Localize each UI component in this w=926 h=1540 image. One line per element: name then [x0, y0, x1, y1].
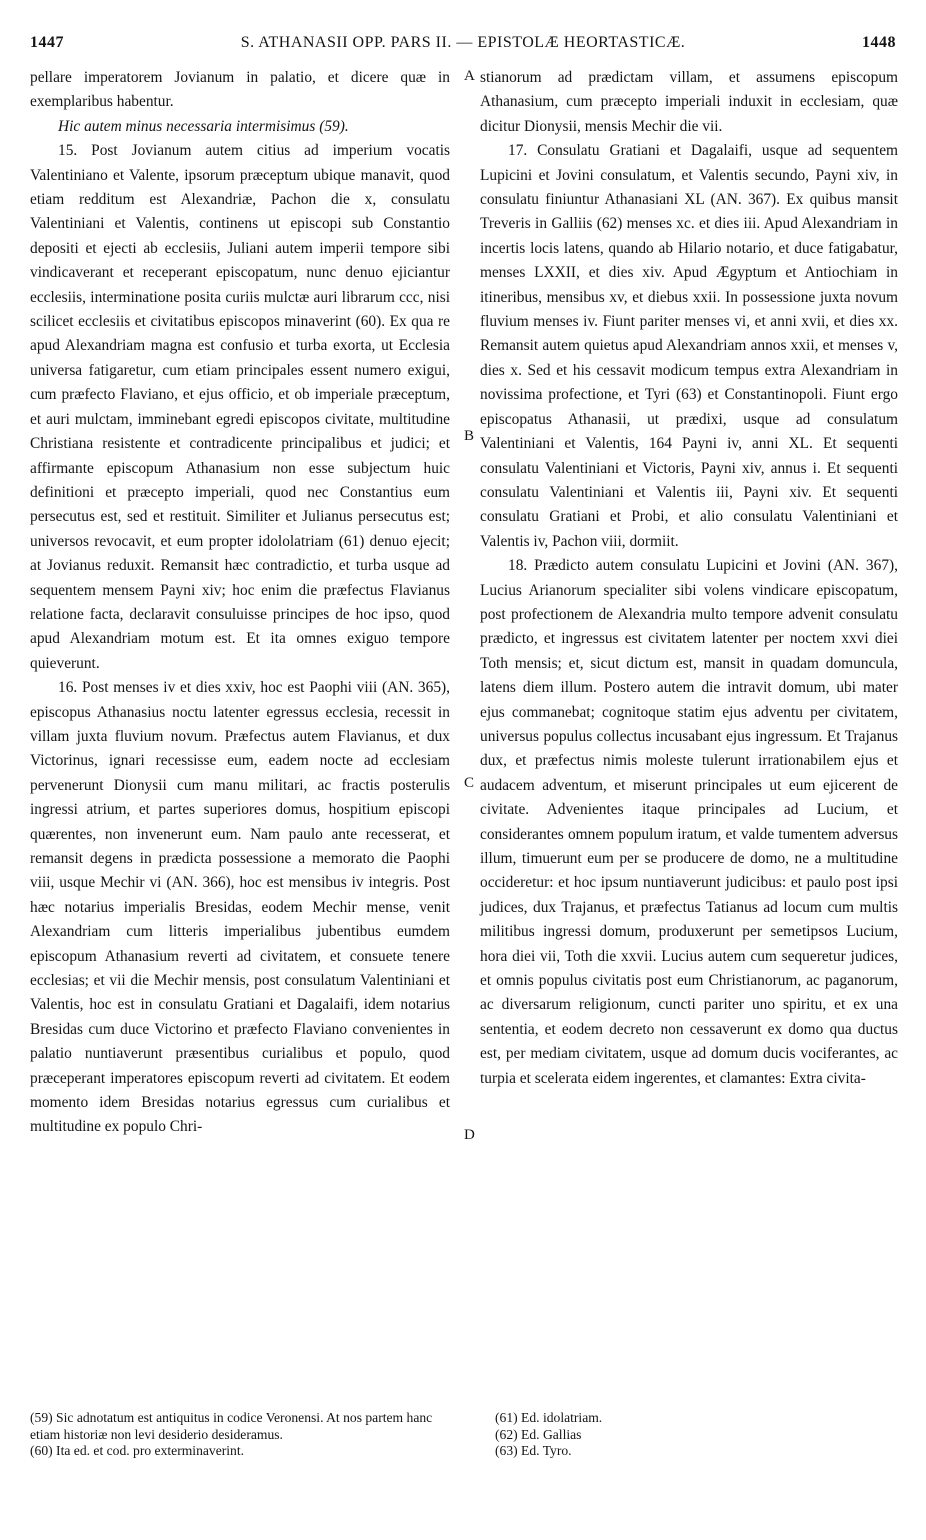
margin-letter-d: D — [464, 1127, 475, 1143]
paragraph: Hic autem minus necessaria intermisimus (59). — [58, 117, 349, 135]
page-number-left: 1447 — [30, 34, 64, 51]
right-column — [480, 66, 898, 1091]
page-header — [30, 34, 896, 58]
footnote: (63) Ed. Tyro. — [495, 1443, 572, 1458]
paragraph: 17. Consulatu Gratiani et Dagalaifi, usque ad sequentem Lupicini et Jovini consulatum, et Valentis secundo, Payni xiv, in consulatu finiuntur Athanasiani XL (AN. 367). Ex quibus mansit Treveris in Galliis (62) menses xc. et dies iii. Apud Alexandriam in incertis locis latens, quando ab Hilario notario, et duce fatigabatur, menses LXXII, et dies xiv. Apud Ægyptum et Antiochiam in itineribus, mensibus xv, et diebus xxii. In possessione juxta novum fluvium menses iv. Fiunt pariter menses vi, et anni xvii, et dies xx. Remansit autem quietus apud Alexandriam annos xxii, et menses v, dies x. Sed et his cessavit modicum tempus extra Alexandriam in novissima profectione, et Tyri (63) et Constantinopoli. Fiunt ergo episcopatus Athanasii, ut prædixi, usque ad consulatum Valentiniani et Valentis, 164 Payni iv, anni XL. Et sequenti consulatu Valentiniani et Victoris, Payni xiv, annus i. Et sequenti consulatu Valentiniani et Valentis iii, Payni xiv. Et sequenti consulatu Gratiani et Probi, et alio consulatu Valentiniani et Valentis iv, Pachon viii, dormiit. — [480, 142, 898, 550]
page-number-right: 1448 — [862, 34, 896, 51]
footnote: (60) Ita ed. et cod. pro exterminaverint. — [30, 1443, 245, 1458]
running-title: S. ATHANASII OPP. PARS II. — EPISTOLÆ HEORTASTICÆ. — [240, 34, 686, 51]
margin-letter-a: A — [464, 68, 475, 84]
margin-letter-c: C — [464, 775, 475, 791]
paragraph: stianorum ad prædictam villam, et assumens episcopum Athanasium, cum præcepto imperiali induxit in ecclesiam, quæ dicitur Dionysii, mensis Mechir die vii. — [480, 69, 898, 135]
left-column — [30, 66, 450, 1140]
paragraph: 15. Post Jovianum autem citius ad imperium vocatis Valentiniano et Valente, ipsorum præceptum ubique manavit, quod etiam redditum est Alexandriæ, Pachon die x, consulatu Valentiniani et Valentis, continens ut episcopi sub Constantio depositi et ejecti ab ecclesiis, Juliani autem imperii tempore sibi vindicaverant et receperant episcopatum, nunc denuo ejiciantur ecclesiis, interminatione posita curiis mulctæ auri librarum ccc, nisi scilicet ecclesiis et civitatibus episcopos minaverint (60). Ex qua re apud Alexandriam magna est confusio et turba exorta, ut Ecclesia universa fatigaretur, cum etiam principales essent numero exigui, cum præfecto Flaviano, et ejus officio, et ob imperiale præceptum, et auri mulctam, imminebant egredi episcopos civitate, multitudine Christiana resistente et contradicente principalibus et judici; et affirmante episcopum Athanasium non esse subjectum huic definitioni et præcepto imperiali, quod nec Constantius eum persecutus est, sed et restituit. Similiter et Julianus persecutus est; universos revocavit, et eum propter idololatriam (61) denuo ejecit; at Jovianus reduxit. Remansit hæc contradictio, et turba usque ad sequentem mensem Payni xiv; hoc enim die præfectus Flavianus relatione facta, declaravit consuluisse principes de hoc ipso, quod apud Alexandriam motum est. Et ita omnes exiguo tempore quieverunt. — [30, 142, 450, 672]
footnotes-right — [495, 1410, 895, 1460]
footnotes-left — [30, 1410, 460, 1460]
footnote: (59) Sic adnotatum est antiquitus in codice Veronensi. At nos partem hanc etiam historiæ non levi desiderio desideramus. — [30, 1410, 433, 1442]
paragraph: pellare imperatorem Jovianum in palatio, et dicere quæ in exemplaribus habentur. — [30, 69, 450, 111]
footnote: (61) Ed. idolatriam. — [495, 1410, 603, 1425]
footnote: (62) Ed. Gallias — [495, 1426, 582, 1442]
paragraph: 16. Post menses iv et dies xxiv, hoc est Paophi viii (AN. 365), episcopus Athanasius noctu latenter egressus ecclesia, recessit in villam juxta fluvium novum. Præfectus autem Flavianus, et dux Victorinus, ignari recessisse eum, eadem nocte ad ecclesiam pervenerunt Dionysii cum manu militari, ac fractis posterulis ingressi atrium, et partes superiores domus, hospitium episcopi quærentes, non invenerunt eum. Nam paulo ante recesserat, et remansit degens in prædicta possessione a memorato die Paophi viii, usque Mechir vi (AN. 366), hoc est mensibus iv integris. Post hæc notarius imperialis Bresidas, eodem Mechir mense, venit Alexandriam cum litteris imperialibus jubentibus eumdem episcopum Athanasium reverti ad civitatem, et consuete tenere ecclesias; et vii die Mechir mensis, post consulatum Valentiniani et Valentis, hoc est in consulatu Gratiani et Dagalaifi, idem notarius Bresidas cum duce Victorino et præfecto Flaviano convenientes in palatio nuntiaverunt præsentibus curialibus et populo, quod præceperant imperatores episcopum reverti ad civitatem. Et eodem momento idem Bresidas notarius egressus cum curialibus et multitudine ex populo Chri- — [30, 679, 450, 1136]
margin-letter-b: B — [464, 428, 475, 444]
paragraph: 18. Prædicto autem consulatu Lupicini et Jovini (AN. 367), Lucius Arianorum specialiter sibi volens vindicare episcopatum, post profectionem de Alexandria multo tempore advenit consulatu prædicto, et ingressus est civitatem latenter per noctem xxvi diei Toth mensis; et, sicut dictum est, mansit in quadam domuncula, latens diem illum. Postero autem die intravit domum, ubi mater ejus commanebat; cognitoque statim ejus adventu per civitatem, universus populus collectus incusabant ejus ingressum. Et Trajanus dux, et præfectus nimis moleste tulerunt irrationabilem ejus et audacem adventum, et miserunt principales ut eum ejicerent de civitate. Advenientes itaque principales ad Lucium, et considerantes omnem populum iratum, et valde tumentem adversus illum, timuerunt eum per se producere de domo, ne a multitudine occideretur: et hoc ipsum nuntiaverunt judicibus: et paulo post ipsi judices, dux Trajanus, et præfectus Tatianus ad locum cum multis militibus ingressi domum, produxerunt per semetipsos Lucium, hora diei vii, Toth die xxvii. Lucius autem cum sequeretur judices, et omnis populus civitatis post eum Christianorum, ac paganorum, ac diversarum religionum, cuncti pariter uno spiritu, et ex una sententia, et eodem decreto non cessaverunt ex domo qua ductus est, per mediam civitatem, usque ad domum ducis vociferantes, ac turpia et scelerata eidem ingerentes, et clamantes: Extra civita- — [480, 557, 898, 1087]
